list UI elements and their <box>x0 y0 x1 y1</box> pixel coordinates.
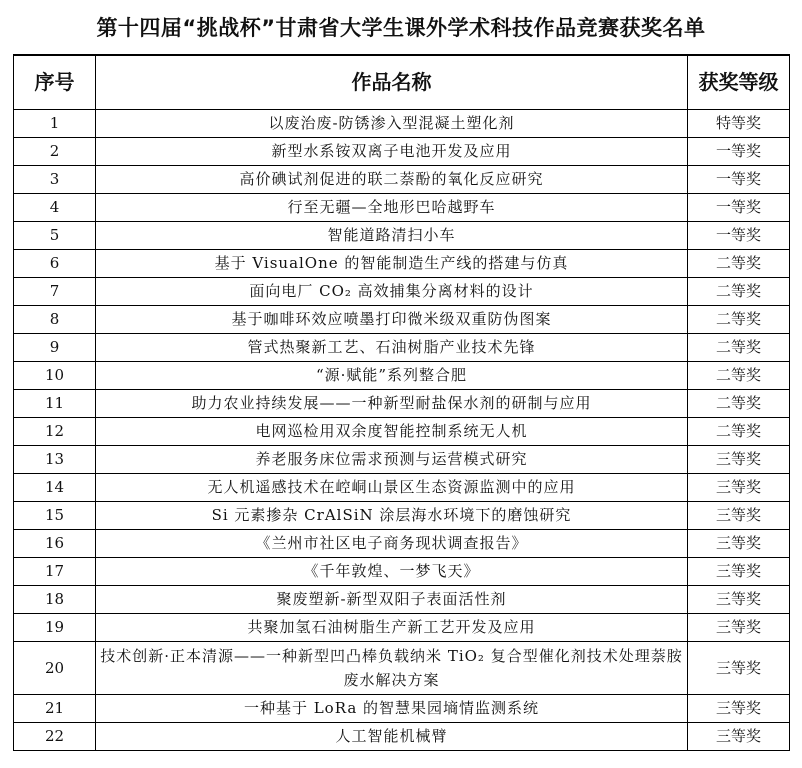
row-work-name: 人工智能机械臂 <box>96 723 688 751</box>
row-award-level: 二等奖 <box>688 390 790 418</box>
row-award-level: 三等奖 <box>688 723 790 751</box>
row-award-level: 三等奖 <box>688 502 790 530</box>
table-row <box>14 138 790 166</box>
row-award-level: 三等奖 <box>688 614 790 642</box>
row-work-name: 管式热聚新工艺、石油树脂产业技术先锋 <box>96 334 688 362</box>
row-work-name: 聚废塑新-新型双阳子表面活性剂 <box>96 586 688 614</box>
table-row <box>14 642 790 695</box>
row-work-name: 《千年敦煌、一梦飞天》 <box>96 558 688 586</box>
row-work-name: 电网巡检用双余度智能控制系统无人机 <box>96 418 688 446</box>
row-serial-number: 17 <box>14 558 96 586</box>
table-row <box>14 250 790 278</box>
table-row <box>14 474 790 502</box>
table-row <box>14 390 790 418</box>
table-row <box>14 502 790 530</box>
row-work-name: 面向电厂 CO₂ 高效捕集分离材料的设计 <box>96 278 688 306</box>
table-row <box>14 586 790 614</box>
row-serial-number: 1 <box>14 110 96 138</box>
header-serial-number: 序号 <box>14 55 96 110</box>
row-work-name: 技术创新·正本清源——一种新型凹凸棒负载纳米 TiO₂ 复合型催化剂技术处理萘胺废水解决方案 <box>96 642 688 695</box>
row-serial-number: 5 <box>14 222 96 250</box>
row-serial-number: 10 <box>14 362 96 390</box>
row-work-name: 新型水系铵双离子电池开发及应用 <box>96 138 688 166</box>
table-body <box>14 110 790 751</box>
row-award-level: 二等奖 <box>688 418 790 446</box>
table-row <box>14 418 790 446</box>
row-serial-number: 18 <box>14 586 96 614</box>
row-award-level: 三等奖 <box>688 642 790 695</box>
table-header-row <box>14 55 790 110</box>
header-award-level: 获奖等级 <box>688 55 790 110</box>
row-award-level: 一等奖 <box>688 222 790 250</box>
table-row <box>14 222 790 250</box>
table-row <box>14 278 790 306</box>
row-award-level: 三等奖 <box>688 586 790 614</box>
table-row <box>14 166 790 194</box>
award-table <box>13 54 790 751</box>
row-award-level: 三等奖 <box>688 474 790 502</box>
row-award-level: 三等奖 <box>688 446 790 474</box>
row-work-name: Si 元素掺杂 CrAlSiN 涂层海水环境下的磨蚀研究 <box>96 502 688 530</box>
row-serial-number: 6 <box>14 250 96 278</box>
row-serial-number: 20 <box>14 642 96 695</box>
row-work-name: 助力农业持续发展——一种新型耐盐保水剂的研制与应用 <box>96 390 688 418</box>
row-serial-number: 8 <box>14 306 96 334</box>
header-work-name: 作品名称 <box>96 55 688 110</box>
row-work-name: 基于咖啡环效应喷墨打印微米级双重防伪图案 <box>96 306 688 334</box>
table-row <box>14 558 790 586</box>
table-row <box>14 194 790 222</box>
row-serial-number: 4 <box>14 194 96 222</box>
row-award-level: 三等奖 <box>688 530 790 558</box>
row-serial-number: 19 <box>14 614 96 642</box>
row-serial-number: 12 <box>14 418 96 446</box>
table-row <box>14 334 790 362</box>
row-serial-number: 3 <box>14 166 96 194</box>
row-serial-number: 13 <box>14 446 96 474</box>
table-row <box>14 362 790 390</box>
row-award-level: 二等奖 <box>688 250 790 278</box>
row-work-name: 行至无疆—全地形巴哈越野车 <box>96 194 688 222</box>
row-work-name: 以废治废-防锈渗入型混凝土塑化剂 <box>96 110 688 138</box>
row-serial-number: 2 <box>14 138 96 166</box>
table-row <box>14 110 790 138</box>
row-serial-number: 16 <box>14 530 96 558</box>
table-row <box>14 723 790 751</box>
row-award-level: 二等奖 <box>688 362 790 390</box>
row-work-name: 共聚加氢石油树脂生产新工艺开发及应用 <box>96 614 688 642</box>
row-work-name: 智能道路清扫小车 <box>96 222 688 250</box>
table-row <box>14 306 790 334</box>
row-award-level: 二等奖 <box>688 334 790 362</box>
row-work-name: 养老服务床位需求预测与运营模式研究 <box>96 446 688 474</box>
row-serial-number: 15 <box>14 502 96 530</box>
table-row <box>14 446 790 474</box>
row-award-level: 一等奖 <box>688 166 790 194</box>
row-serial-number: 7 <box>14 278 96 306</box>
row-serial-number: 22 <box>14 723 96 751</box>
row-work-name: “源·赋能”系列整合肥 <box>96 362 688 390</box>
row-award-level: 特等奖 <box>688 110 790 138</box>
row-award-level: 一等奖 <box>688 138 790 166</box>
row-award-level: 二等奖 <box>688 278 790 306</box>
row-award-level: 三等奖 <box>688 695 790 723</box>
row-award-level: 一等奖 <box>688 194 790 222</box>
table-row <box>14 530 790 558</box>
row-work-name: 基于 VisualOne 的智能制造生产线的搭建与仿真 <box>96 250 688 278</box>
page-title: 第十四届“挑战杯”甘肃省大学生课外学术科技作品竞赛获奖名单 <box>96 16 706 40</box>
row-serial-number: 14 <box>14 474 96 502</box>
row-work-name: 高价碘试剂促进的联二萘酚的氧化反应研究 <box>96 166 688 194</box>
table-row <box>14 695 790 723</box>
row-work-name: 《兰州市社区电子商务现状调查报告》 <box>96 530 688 558</box>
row-award-level: 三等奖 <box>688 558 790 586</box>
row-serial-number: 9 <box>14 334 96 362</box>
table-row <box>14 614 790 642</box>
row-serial-number: 21 <box>14 695 96 723</box>
row-work-name: 无人机遥感技术在崆峒山景区生态资源监测中的应用 <box>96 474 688 502</box>
row-serial-number: 11 <box>14 390 96 418</box>
row-award-level: 二等奖 <box>688 306 790 334</box>
row-work-name: 一种基于 LoRa 的智慧果园墒情监测系统 <box>96 695 688 723</box>
